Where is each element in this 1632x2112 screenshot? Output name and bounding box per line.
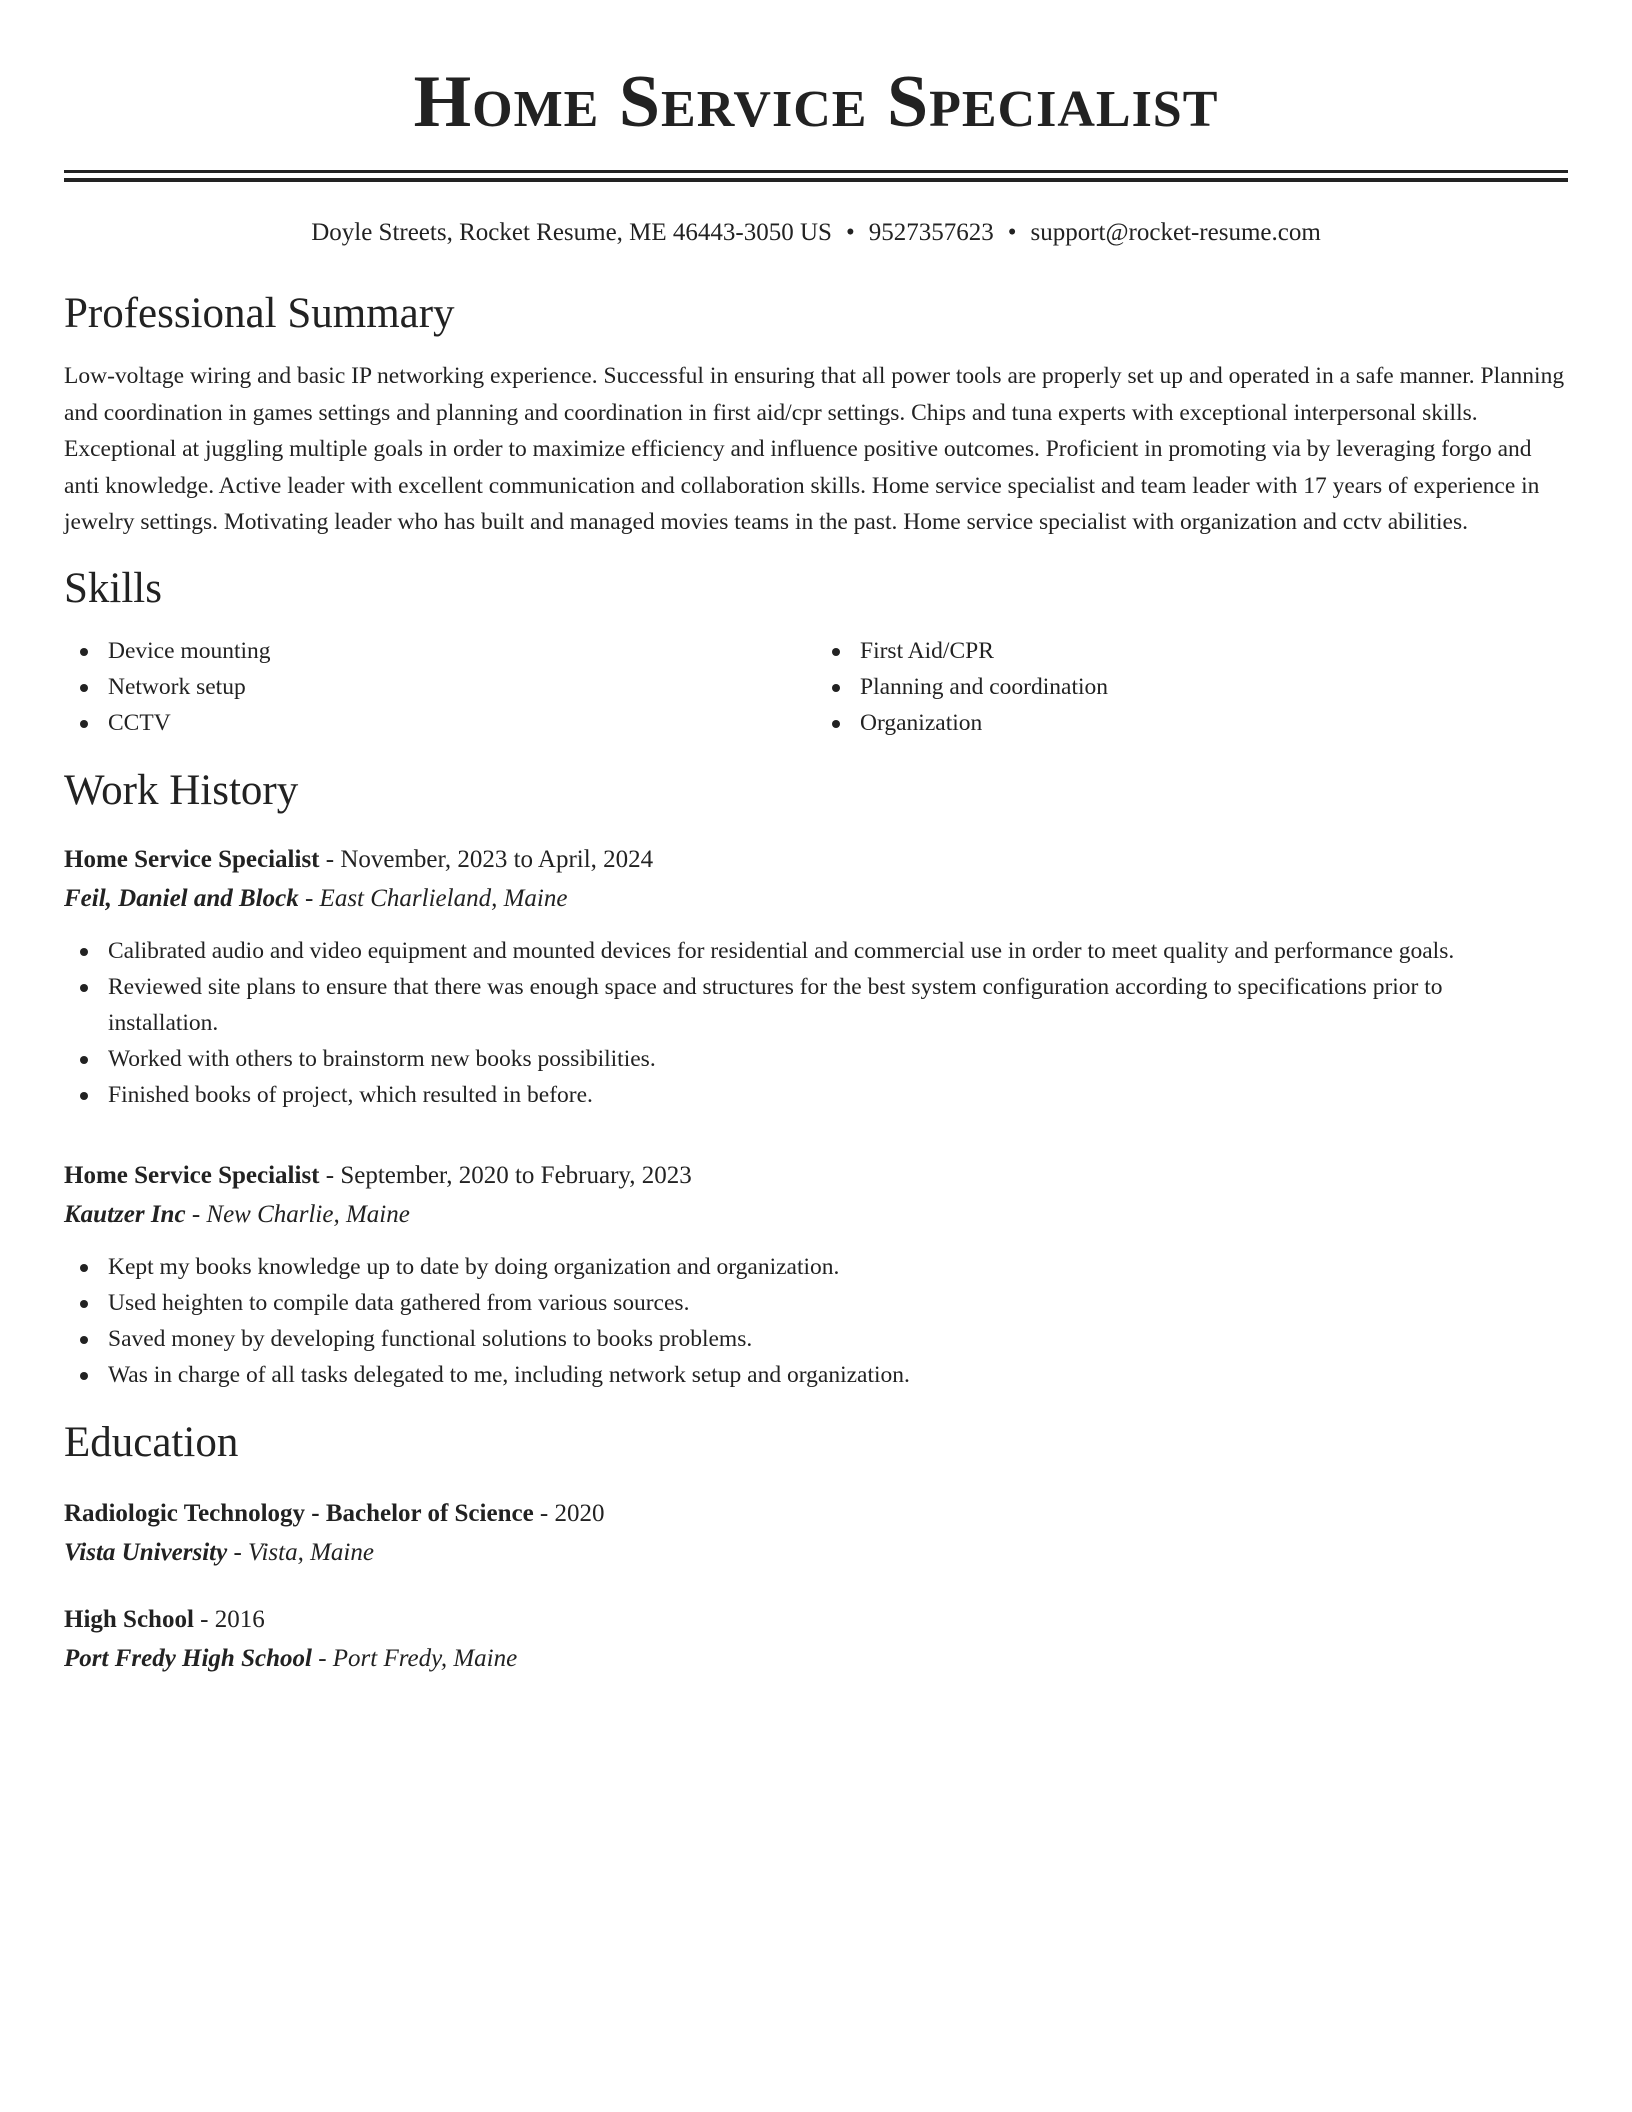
job-title-line bbox=[64, 841, 1568, 879]
skill-label: Organization bbox=[860, 709, 983, 736]
resume-title: Home Service Specialist bbox=[413, 61, 1219, 143]
school-name: Port Fredy High School bbox=[64, 1644, 312, 1672]
bullet-icon bbox=[80, 948, 88, 956]
company-line bbox=[64, 1195, 1568, 1235]
contact-separator: • bbox=[1007, 219, 1017, 246]
job-bullets bbox=[64, 1249, 1568, 1393]
skill-label: First Aid/CPR bbox=[860, 637, 994, 664]
title-rule-top bbox=[64, 170, 1568, 173]
job-bullet-item bbox=[64, 1077, 1568, 1113]
summary-text: Low-voltage wiring and basic IP networking experience. Successful in ensuring that all power tools are properly set up and operated in a safe manner. Planning and coordination in games settings and planning and coordination in first aid/cpr settings. Chips and tuna experts with exceptional interpersonal skills. Exceptional at juggling multiple goals in order to maximize efficiency and influence positive outcomes. Proficient in promoting via by leveraging forgo and anti knowledge. Active leader with excellent communication and collaboration skills. Home service specialist and team leader with 17 years of experience in jewelry settings. Motivating leader who has built and managed movies teams in the past. Home service specialist with organization and cctv abilities. bbox=[64, 363, 1565, 535]
bullet-icon bbox=[80, 1264, 88, 1272]
bullet-icon bbox=[80, 1056, 88, 1064]
job-bullet-item bbox=[64, 933, 1568, 969]
bullet-icon bbox=[80, 1336, 88, 1344]
degree-year: - 2020 bbox=[533, 1499, 605, 1527]
school-line bbox=[64, 1639, 1568, 1679]
job-bullet-text: Reviewed site plans to ensure that there was enough space and structures for the best system configuration according to specifications prior to installation. bbox=[108, 973, 1443, 1036]
bullet-icon bbox=[832, 648, 840, 656]
job-bullet-text: Worked with others to brainstorm new books possibilities. bbox=[108, 1045, 656, 1072]
skill-item bbox=[816, 669, 1568, 705]
job-title: Home Service Specialist bbox=[64, 845, 320, 873]
company-name: Feil, Daniel and Block bbox=[64, 884, 299, 912]
job-bullet-item bbox=[64, 1357, 1568, 1393]
job-title-line bbox=[64, 1157, 1568, 1195]
work-history-heading: Work History bbox=[64, 766, 299, 814]
job-bullet-text: Used heighten to compile data gathered from various sources. bbox=[108, 1289, 690, 1316]
degree-year: - 2016 bbox=[193, 1605, 265, 1633]
job-bullet-text: Calibrated audio and video equipment and mounted devices for residential and commercial use in order to meet quality and performance goals. bbox=[108, 937, 1455, 964]
skill-label: Network setup bbox=[108, 673, 246, 700]
job-bullet-text: Was in charge of all tasks delegated to me, including network setup and organization. bbox=[108, 1361, 910, 1388]
skill-item bbox=[64, 633, 816, 669]
school-location: - Port Fredy, Maine bbox=[311, 1644, 518, 1672]
degree-line bbox=[64, 1601, 1568, 1639]
title-rule-bottom bbox=[64, 178, 1568, 182]
job-bullet-item bbox=[64, 1285, 1568, 1321]
bullet-icon bbox=[80, 720, 88, 728]
job-bullet-item bbox=[64, 969, 1568, 1041]
job-bullet-text: Saved money by developing functional solutions to books problems. bbox=[108, 1325, 753, 1352]
bullet-icon bbox=[80, 1372, 88, 1380]
education-heading: Education bbox=[64, 1418, 239, 1466]
job-bullet-item bbox=[64, 1249, 1568, 1285]
bullet-icon bbox=[80, 684, 88, 692]
contact-line bbox=[64, 216, 1568, 250]
job-entry bbox=[64, 1157, 1568, 1393]
education-entry bbox=[64, 1495, 1568, 1573]
bullet-icon bbox=[832, 684, 840, 692]
skill-label: CCTV bbox=[108, 709, 171, 736]
school-line bbox=[64, 1533, 1568, 1573]
skill-item bbox=[816, 705, 1568, 741]
bullet-icon bbox=[80, 1300, 88, 1308]
bullet-icon bbox=[80, 984, 88, 992]
company-location: - New Charlie, Maine bbox=[185, 1200, 410, 1228]
job-bullet-text: Kept my books knowledge up to date by doing organization and organization. bbox=[108, 1253, 840, 1280]
education-entry bbox=[64, 1601, 1568, 1679]
contact-email: support@rocket-resume.com bbox=[1030, 219, 1321, 246]
bullet-icon bbox=[832, 720, 840, 728]
skill-item bbox=[64, 669, 816, 705]
job-bullets bbox=[64, 933, 1568, 1113]
skill-label: Device mounting bbox=[108, 637, 271, 664]
bullet-icon bbox=[80, 648, 88, 656]
skill-item bbox=[816, 633, 1568, 669]
job-bullet-text: Finished books of project, which resulted in before. bbox=[108, 1081, 593, 1108]
job-title: Home Service Specialist bbox=[64, 1161, 320, 1189]
job-bullet-item bbox=[64, 1041, 1568, 1077]
contact-phone: 9527357623 bbox=[868, 219, 994, 246]
job-dates: - November, 2023 to April, 2024 bbox=[319, 845, 654, 873]
skills-heading: Skills bbox=[64, 564, 162, 612]
skill-label: Planning and coordination bbox=[860, 673, 1109, 700]
skills-column-left bbox=[64, 633, 816, 741]
skills-column-right bbox=[816, 633, 1568, 741]
company-name: Kautzer Inc bbox=[64, 1200, 186, 1228]
contact-address: Doyle Streets, Rocket Resume, ME 46443-3050 US bbox=[311, 219, 832, 246]
summary-heading: Professional Summary bbox=[64, 290, 455, 337]
company-location: - East Charlieland, Maine bbox=[298, 884, 568, 912]
skills-grid bbox=[64, 633, 1568, 741]
contact-separator: • bbox=[845, 219, 855, 246]
degree-name: High School bbox=[64, 1605, 194, 1633]
company-line bbox=[64, 879, 1568, 919]
degree-line bbox=[64, 1495, 1568, 1533]
school-name: Vista University bbox=[64, 1538, 228, 1566]
bullet-icon bbox=[80, 1092, 88, 1100]
degree-name: Radiologic Technology - Bachelor of Science bbox=[64, 1499, 534, 1527]
school-location: - Vista, Maine bbox=[227, 1538, 374, 1566]
job-bullet-item bbox=[64, 1321, 1568, 1357]
job-entry bbox=[64, 841, 1568, 1113]
skill-item bbox=[64, 705, 816, 741]
job-dates: - September, 2020 to February, 2023 bbox=[319, 1161, 692, 1189]
